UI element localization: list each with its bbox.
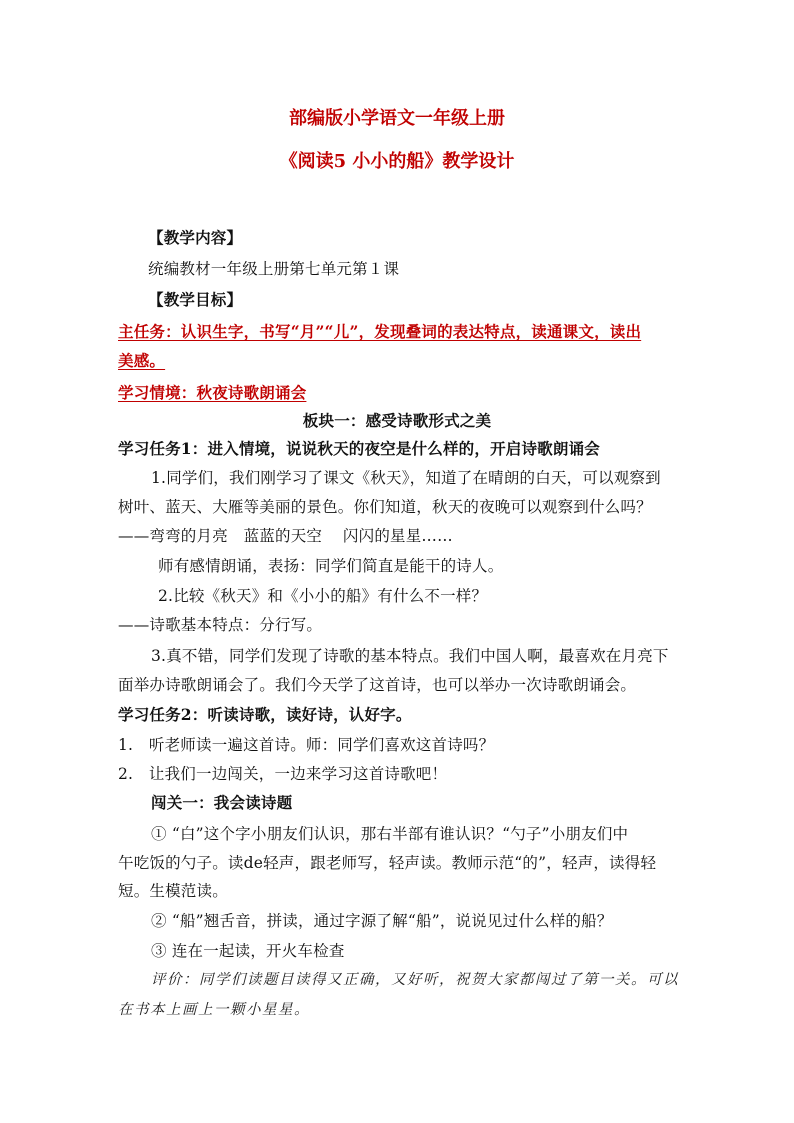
paragraph: 统编教材一年级上册第七单元第１课 [148, 260, 400, 278]
evaluation-note: 在书本上画上一颗小星星。 [118, 1002, 310, 1018]
paragraph: 短。生模范读。 [118, 882, 228, 900]
list-item: 2. 让我们一边闯关，一边来学习这首诗歌吧！ [118, 765, 448, 783]
paragraph: 午吃饭的勺子。读de轻声，跟老师写，轻声读。教师示范“的”，轻声，读得轻 [118, 854, 657, 872]
doc-title: 部编版小学语文一年级上册 [289, 108, 505, 129]
section-heading-content: 【教学内容】 [148, 228, 243, 247]
paragraph: ——弯弯的月亮 蓝蓝的天空 闪闪的星星…… [118, 527, 453, 545]
paragraph: ——诗歌基本特点：分行写。 [118, 616, 323, 634]
paragraph: 2.比较《秋天》和《小小的船》有什么不一样？ [158, 587, 488, 605]
learning-context: 学习情境：秋夜诗歌朗诵会 [118, 383, 307, 402]
task-heading: 学习任务1：进入情境，说说秋天的夜空是什么样的，开启诗歌朗诵会 [118, 439, 600, 458]
doc-subtitle: 《阅读5 小小的船》教学设计 [279, 151, 515, 172]
paragraph: 师有感情朗诵，表扬：同学们简直是能干的诗人。 [158, 557, 504, 575]
paragraph: ① “白”这个字小朋友们认识，那右半部有谁认识？“勺子”小朋友们中 [151, 825, 629, 843]
level-heading: 闯关一：我会读诗题 [151, 793, 293, 812]
paragraph: ③ 连在一起读，开火车检查 [151, 942, 345, 960]
task-heading: 学习任务2：听读诗歌，读好诗，认好字。 [118, 705, 412, 724]
main-task-line: 主任务：认识生字，书写“月”“儿”，发现叠词的表达特点，读通课文，读出 [118, 322, 642, 341]
list-item: 1. 听老师读一遍这首诗。师：同学们喜欢这首诗吗？ [118, 736, 495, 754]
evaluation-note: 评价：同学们读题目读得又正确，又好听，祝贺大家都闯过了第一关。可以 [151, 972, 679, 988]
block-heading: 板块一：感受诗歌形式之美 [302, 411, 492, 430]
paragraph: 3.真不错，同学们发现了诗歌的基本特点。我们中国人啊，最喜欢在月亮下 [151, 647, 669, 665]
section-heading-goals: 【教学目标】 [148, 290, 243, 309]
paragraph: ② “船”翘舌音，拼读，通过字源了解“船”，说说见过什么样的船？ [151, 912, 613, 930]
paragraph: 1.同学们，我们刚学习了课文《秋天》，知道了在晴朗的白天，可以观察到 [151, 469, 661, 487]
paragraph: 面举办诗歌朗诵会了。我们今天学了这首诗，也可以举办一次诗歌朗诵会。 [118, 676, 637, 694]
paragraph: 树叶、蓝天、大雁等美丽的景色。你们知道，秋天的夜晚可以观察到什么吗？ [118, 498, 652, 516]
main-task-line: 美感。 [118, 351, 166, 370]
